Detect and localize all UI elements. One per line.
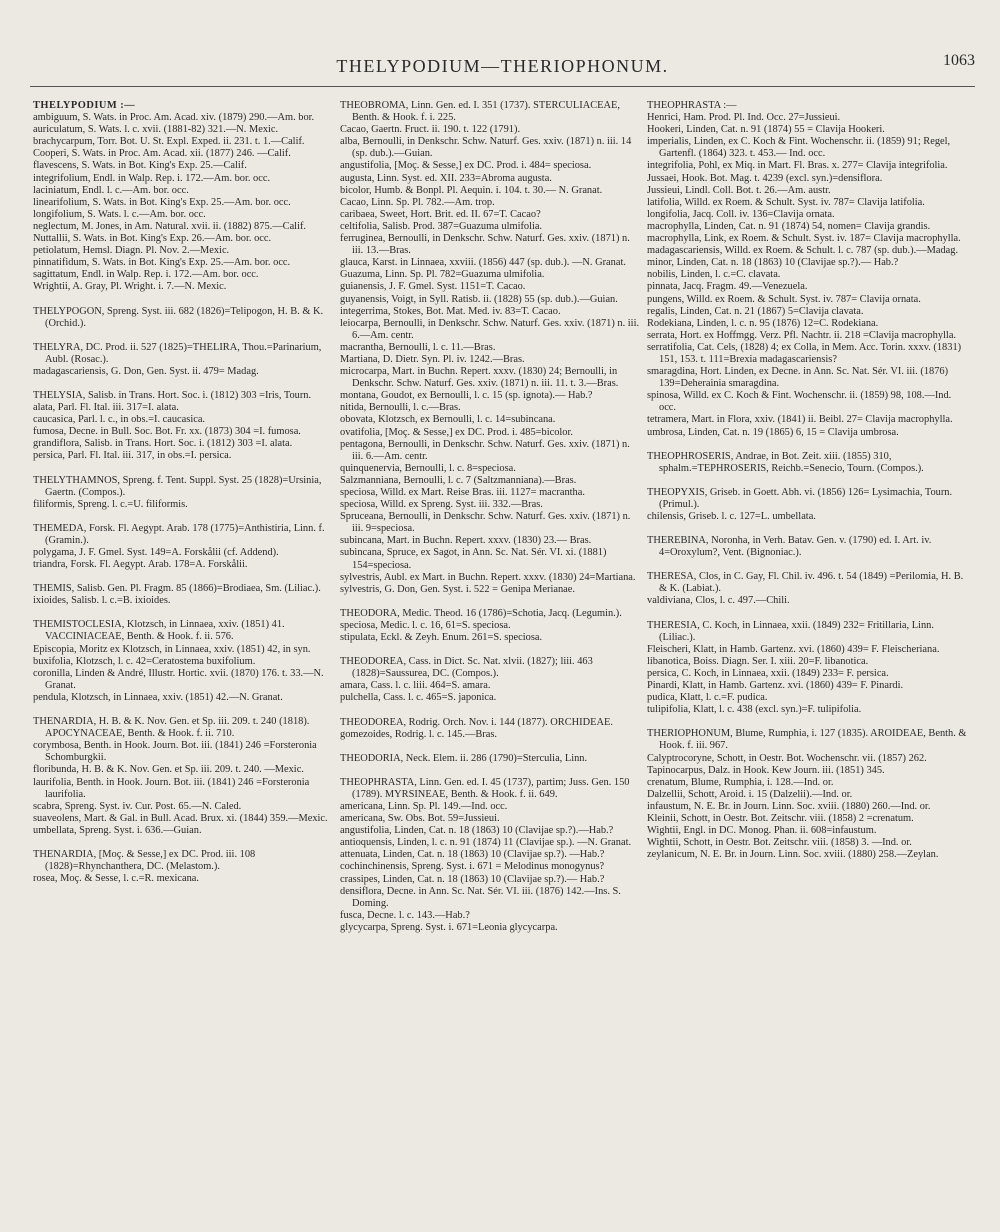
entry-line: attenuata, Linden, Cat. n. 18 (1863) 10 (Clavijae sp.?). —Hab.? xyxy=(340,849,605,861)
entry-line: madagascariensis, G. Don, Gen. Syst. ii. 479= Madag. xyxy=(33,365,259,377)
entry-line: THEMEDA, Forsk. Fl. Aegypt. Arab. 178 (1775)=Anthistiria, Linn. f. (Gramin.). xyxy=(33,522,325,546)
entry-line: umbrosa, Linden, Cat. n. 19 (1865) 6, 15 = Clavija umbrosa. xyxy=(647,426,899,438)
dictionary-entry-block xyxy=(33,849,334,885)
entry-line: laciniatum, Endl. l. c.—Am. bor. occ. xyxy=(33,184,189,196)
page-header xyxy=(30,52,975,90)
entry-line: Fleischeri, Klatt, in Hamb. Gartenz. xvi. (1860) 439= F. Fleischeriana. xyxy=(647,643,940,655)
entry-line: stipulata, Eckl. & Zeyh. Enum. 261=S. speciosa. xyxy=(340,632,543,644)
entry-line: pentagona, Bernoulli, in Denkschr. Schw. Naturf. Ges. xxiv. (1871) n. iii. 6.—Am. centr. xyxy=(340,438,630,462)
dictionary-entry-block xyxy=(647,487,969,523)
entry-line: Guazuma, Linn. Sp. Pl. 782=Guazuma ulmifolia. xyxy=(340,269,545,281)
entry-line: imperialis, Linden, ex C. Koch & Fint. Wochenschr. ii. (1859) 91; Regel, Gartenfl. (1864) 323. t. 453.— Ind. occ. xyxy=(647,136,951,160)
entry-line: augusta, Linn. Syst. ed. XII. 233=Abroma augusta. xyxy=(340,172,552,184)
entry-line: THENARDIA, [Moç. & Sesse,] ex DC. Prod. iii. 108 (1828)=Rhynchanthera, DC. (Melastom.). xyxy=(33,848,256,873)
entry-line: macrophylla, Linden, Cat. n. 91 (1874) 54, nomen= Clavija grandis. xyxy=(647,220,931,232)
entry-line: integrifolia, Pohl, ex Miq. in Mart. Fl. Bras. x. 277= Clavija integrifolia. xyxy=(647,160,948,172)
entry-line: bicolor, Humb. & Bonpl. Pl. Aequin. i. 104. t. 30.— N. Granat. xyxy=(340,184,603,196)
entry-line: speciosa, Medic. l. c. 16, 61=S. speciosa. xyxy=(340,619,511,631)
entry-line: fusca, Decne. l. c. 143.—Hab.? xyxy=(340,909,470,921)
entry-line: floribunda, H. B. & K. Nov. Gen. et Sp. iii. 209. t. 240. —Mexic. xyxy=(33,764,304,776)
dictionary-entry-block xyxy=(647,451,969,475)
entry-line: macrantha, Bernoulli, l. c. 11.—Bras. xyxy=(340,341,496,353)
entry-line: angustifolia, Linden, Cat. n. 18 (1863) 10 (Clavijae sp.?).—Hab.? xyxy=(340,825,614,837)
entry-line: crassipes, Linden, Cat. n. 18 (1863) 10 (Clavijae sp.?).— Hab.? xyxy=(340,873,605,885)
entry-line: Pinardi, Klatt, in Hamb. Gartenz. xvi. (1860) 439= F. Pinardi. xyxy=(647,680,904,692)
entry-line: alata, Parl. Fl. Ital. iii. 317=I. alata. xyxy=(33,402,179,414)
entry-line: amara, Cass. l. c. liii. 464=S. amara. xyxy=(340,680,491,692)
dictionary-entry-block xyxy=(33,475,334,511)
entry-line: spinosa, Willd. ex C. Koch & Fint. Wochenschr. ii. (1859) 98, 108.—Ind. occ. xyxy=(647,390,952,414)
entry-line: THEREBINA, Noronha, in Verh. Batav. Gen. v. (1790) ed. I. Art. iv. 4=Oroxylum?, Vent. (Bignoniac.). xyxy=(647,535,932,559)
entry-line: infaustum, N. E. Br. in Journ. Linn. Soc. xviii. (1880) 260.—Ind. or. xyxy=(647,800,931,812)
entry-line: rosea, Moç. & Sesse, l. c.=R. mexicana. xyxy=(33,873,200,885)
entry-line: guianensis, J. F. Gmel. Syst. 1151=T. Cacao. xyxy=(340,281,526,293)
entry-line: umbellata, Spreng. Syst. i. 636.—Guian. xyxy=(33,824,202,836)
entry-line: integerrima, Stokes, Bot. Mat. Med. iv. 83=T. Cacao. xyxy=(340,305,561,317)
entry-line: Dalzellii, Schott, Aroid. i. 15 (Dalzelii).—Ind. or. xyxy=(647,788,853,800)
entry-line: flavescens, S. Wats. in Bot. King's Exp. 25.—Calif. xyxy=(33,160,247,172)
entry-line: microcarpa, Mart. in Buchn. Repert. xxxv. (1830) 24; Bernoulli, in Denkschr. Schw. Naturf. Ges. xxiv. (1871) n. iii. 11. t. 3.—Bras. xyxy=(340,366,619,390)
entry-line: petiolatum, Hemsl. Diagn. Pl. Nov. 2.—Mexic. xyxy=(33,245,230,257)
entry-line: Tapinocarpus, Dalz. in Hook. Kew Journ. iii. (1851) 345. xyxy=(647,764,885,776)
entry-line: crenatum, Blume, Rumphia, i. 128.—Ind. or. xyxy=(647,776,834,788)
entry-line: Cacao, Linn. Sp. Pl. 782.—Am. trop. xyxy=(340,196,495,208)
entry-line: THEODORA, Medic. Theod. 16 (1786)=Schotia, Jacq. (Legumin.). xyxy=(340,607,622,619)
entry-line: glycycarpa, Spreng. Syst. i. 671=Leonia glycycarpa. xyxy=(340,921,558,933)
entry-line: sagittatum, Endl. in Walp. Rep. i. 172.—Am. bor. occ. xyxy=(33,269,259,281)
entry-line: latifolia, Willd. ex Roem. & Schult. Syst. iv. 787= Clavija latifolia. xyxy=(647,196,925,208)
entry-line: pulchella, Cass. l. c. 465=S. japonica. xyxy=(340,692,497,704)
entry-line: THEOPHROSERIS, Andrae, in Bot. Zeit. xiii. (1855) 310, sphalm.=TEPHROSERIS, Reichb.=Senecio, Tourn. (Compos.). xyxy=(647,450,924,474)
entry-line: THEODOREA, Rodrig. Orch. Nov. i. 144 (1877). ORCHIDEAE. xyxy=(340,716,613,728)
entry-line: THENARDIA, H. B. & K. Nov. Gen. et Sp. iii. 209. t. 240 (1818). APOCYNACEAE, Benth. & Hook. f. ii. 710. xyxy=(33,716,310,740)
entry-line: integrifolium, Endl. in Walp. Rep. i. 172.—Am. bor. occ. xyxy=(33,172,271,184)
entry-line: tulipifolia, Klatt, l. c. 438 (excl. syn.)=F. tulipifolia. xyxy=(647,704,862,716)
entry-line: obovata, Klotzsch, ex Bernoulli, l. c. 14=subincana. xyxy=(340,414,556,426)
entry-line: densiflora, Decne. in Ann. Sc. Nat. Sér. VI. iii. (1876) 142.—Ins. S. Doming. xyxy=(340,885,621,909)
entry-line: Jussieui, Lindl. Coll. Bot. t. 26.—Am. austr. xyxy=(647,184,831,196)
dictionary-entry-block xyxy=(33,716,334,837)
dictionary-entry-block xyxy=(647,620,969,717)
entry-line: persica, Parl. Fl. Ital. iii. 317, in obs.=I. persica. xyxy=(33,450,232,462)
page-title: THELYPODIUM—THERIOPHONUM. xyxy=(336,56,669,76)
entry-line: linearifolium, S. Wats. in Bot. King's Exp. 25.—Am. bor. occ. xyxy=(33,196,291,208)
entry-line: Rodekiana, Linden, l. c. n. 95 (1876) 12=C. Rodekiana. xyxy=(647,317,879,329)
entry-line: pungens, Willd. ex Roem. & Schult. Syst. iv. 787= Clavija ornata. xyxy=(647,293,921,305)
entry-line: THEOPHRASTA, Linn. Gen. ed. I. 45 (1737), partim; Juss. Gen. 150 (1789). MYRSINEAE, Benth. & Hook. f. ii. 649. xyxy=(340,776,630,800)
entry-line: Wrightii, A. Gray, Pl. Wright. i. 7.—N. Mexic. xyxy=(33,281,227,293)
entry-line: THEODOREA, Cass. in Dict. Sc. Nat. xlvii. (1827); liii. 463 (1828)=Saussurea, DC. (Compos.). xyxy=(340,656,593,680)
entry-line: americana, Sw. Obs. Bot. 59=Jussieui. xyxy=(340,813,500,825)
entry-line: longifolia, Jacq. Coll. iv. 136=Clavija ornata. xyxy=(647,208,835,220)
entry-line: buxifolia, Klotzsch, l. c. 42=Ceratostema buxifolium. xyxy=(33,655,256,667)
entry-line: Nuttallii, S. Wats. in Bot. King's Exp. 26.—Am. bor. occ. xyxy=(33,233,272,245)
header-rule xyxy=(30,86,975,87)
entry-line: Cacao, Gaertn. Fruct. ii. 190. t. 122 (1791). xyxy=(340,124,521,136)
entry-line: angustifolia, [Moç. & Sesse,] ex DC. Prod. i. 484= speciosa. xyxy=(340,160,592,172)
entry-line: guyanensis, Voigt, in Syll. Ratisb. ii. (1828) 55 (sp. dub.).—Guian. xyxy=(340,293,618,305)
entry-line: coronilla, Linden & André, Illustr. Hortic. xvii. (1870) 176. t. 33.—N. Granat. xyxy=(33,667,324,691)
entry-line: brachycarpum, Torr. Bot. U. St. Expl. Exped. ii. 231. t. 1.—Calif. xyxy=(33,136,305,148)
entry-line: THELYTHAMNOS, Spreng. f. Tent. Suppl. Syst. 25 (1828)=Ursinia, Gaertn. (Compos.). xyxy=(33,474,322,498)
entry-line: nobilis, Linden, l. c.=C. clavata. xyxy=(647,269,781,281)
entry-line: Spruceana, Bernoulli, in Denkschr. Schw. Naturf. Ges. xxiv. (1871) n. iii. 9=speciosa. xyxy=(340,511,631,535)
entry-line: libanotica, Boiss. Diagn. Ser. I. xiii. 20=F. libanotica. xyxy=(647,655,869,667)
entry-line: Salzmanniana, Bernoulli, l. c. 7 (Saltzmanniana).—Bras. xyxy=(340,474,577,486)
entry-line: scabra, Spreng. Syst. iv. Cur. Post. 65.—N. Caled. xyxy=(33,800,242,812)
entry-line: subincana, Mart. in Buchn. Repert. xxxv. (1830) 23.— Bras. xyxy=(340,535,592,547)
entry-line: THEODORIA, Neck. Elem. ii. 286 (1790)=Sterculia, Linn. xyxy=(340,752,588,764)
entry-line: montana, Goudot, ex Bernoulli, l. c. 15 (sp. ignota).— Hab.? xyxy=(340,390,593,402)
entry-line: smaragdina, Hort. Linden, ex Decne. in Ann. Sc. Nat. Sér. VI. iii. (1876) 139=Deherainia smaragdina. xyxy=(647,366,949,390)
entry-line: ferruginea, Bernoulli, in Denkschr. Schw. Naturf. Ges. xxiv. (1871) n. iii. 13.—Bras. xyxy=(340,233,630,257)
entry-line: regalis, Linden, Cat. n. 21 (1867) 5=Clavija clavata. xyxy=(647,305,864,317)
entry-line: THEOPHRASTA :— xyxy=(647,100,737,111)
entry-line: madagascariensis, Willd. ex Roem. & Schult. l. c. 787 (sp. dub.).—Madag. xyxy=(647,245,959,257)
entry-line: Jussaei, Hook. Bot. Mag. t. 4239 (excl. syn.)=densiflora. xyxy=(647,172,883,184)
genus-heading: THELYPODIUM :— xyxy=(33,100,136,111)
entry-line: Cooperi, S. Wats. in Proc. Am. Acad. xii. (1877) 246. —Calif. xyxy=(33,148,291,160)
entry-line: pendula, Klotzsch, in Linnaea, xxiv. (1851) 42.—N. Granat. xyxy=(33,691,283,703)
dictionary-entry-block xyxy=(647,571,969,607)
entry-line: subincana, Spruce, ex Sagot, in Ann. Sc. Nat. Sér. VI. xi. (1881) 154=speciosa. xyxy=(340,547,607,571)
entry-line: fumosa, Decne. in Bull. Soc. Bot. Fr. xx. (1873) 304 =I. fumosa. xyxy=(33,426,301,438)
column-1 xyxy=(33,100,334,897)
entry-line: pinnatifidum, S. Wats. in Bot. King's Exp. 25.—Am. bor. occ. xyxy=(33,257,291,269)
dictionary-entry-block xyxy=(340,100,641,596)
entry-line: glauca, Karst. in Linnaea, xxviii. (1856) 447 (sp. dub.). —N. Granat. xyxy=(340,257,626,269)
entry-line: Hookeri, Linden, Cat. n. 91 (1874) 55 = Clavija Hookeri. xyxy=(647,124,885,136)
entry-line: polygama, J. F. Gmel. Syst. 149=A. Forskålii (cf. Addend). xyxy=(33,547,279,558)
dictionary-entry-block xyxy=(33,523,334,571)
entry-line: serrata, Hort. ex Hoffmgg. Verz. Pfl. Nachtr. ii. 218 =Clavija macrophylla. xyxy=(647,329,957,341)
entry-line: THELYRA, DC. Prod. ii. 527 (1825)=THELIRA, Thou.=Parinarium, Aubl. (Rosac.). xyxy=(33,341,322,365)
entry-line: grandiflora, Salisb. in Trans. Hort. Soc. i. (1812) 303 =I. alata. xyxy=(33,438,293,450)
dictionary-entry-block xyxy=(33,583,334,607)
dictionary-entry-block xyxy=(33,342,334,378)
entry-line: antioquensis, Linden, l. c. n. 91 (1874) 11 (Clavijae sp.). —N. Granat. xyxy=(340,837,632,849)
entry-line: Wightii, Schott, in Oestr. Bot. Zeitschr. viii. (1858) 3. —Ind. or. xyxy=(647,837,912,849)
entry-line: sylvestris, Aubl. ex Mart. in Buchn. Repert. xxxv. (1830) 24=Martiana. xyxy=(340,571,636,583)
entry-line: alba, Bernoulli, in Denkschr. Schw. Naturf. Ges. xxiv. (1871) n. iii. 14 (sp. dub.).—Guian. xyxy=(340,136,632,160)
entry-line: Wightii, Engl. in DC. Monog. Phan. ii. 608=infaustum. xyxy=(647,825,877,837)
column-2 xyxy=(340,100,641,946)
dictionary-entry-block xyxy=(647,535,969,559)
entry-line: THEMIS, Salisb. Gen. Pl. Fragm. 85 (1866)=Brodiaea, Sm. (Liliac.). xyxy=(33,583,321,595)
entry-line: celtifolia, Salisb. Prod. 387=Guazuma ulmifolia. xyxy=(340,220,543,232)
entry-line: Henrici, Ham. Prod. Pl. Ind. Occ. 27=Jussieui. xyxy=(647,112,841,124)
page-number: 1063 xyxy=(943,52,975,69)
entry-line: filiformis, Spreng. l. c.=U. filiformis. xyxy=(33,498,188,510)
entry-line: pudica, Klatt, l. c.=F. pudica. xyxy=(647,692,768,704)
entry-line: tetramera, Mart. in Flora, xxiv. (1841) ii. Beibl. 27= Clavija macrophylla. xyxy=(647,414,953,426)
dictionary-entry-block xyxy=(340,717,641,741)
entry-line: Martiana, D. Dietr. Syn. Pl. iv. 1242.—Bras. xyxy=(340,353,525,365)
entry-line: auriculatum, S. Wats. l. c. xvii. (1881-82) 321.—N. Mexic. xyxy=(33,124,279,136)
entry-line: minor, Linden, Cat. n. 18 (1863) 10 (Clavijae sp.?).— Hab.? xyxy=(647,257,899,269)
entry-line: pinnata, Jacq. Fragm. 49.—Venezuela. xyxy=(647,281,808,293)
entry-line: speciosa, Willd. ex Spreng. Syst. iii. 332.—Bras. xyxy=(340,499,543,511)
entry-line: neglectum, M. Jones, in Am. Natural. xvii. ii. (1882) 875.—Calif. xyxy=(33,220,307,232)
dictionary-entry-block xyxy=(340,608,641,644)
entry-line: quinquenervia, Bernoulli, l. c. 8=speciosa. xyxy=(340,462,516,474)
entry-line: ovatifolia, [Moç. & Sesse,] ex DC. Prod. i. 485=bicolor. xyxy=(340,426,573,438)
entry-line: Kleinii, Schott, in Oestr. Bot. Zeitschr. viii. (1858) 2 =crenatum. xyxy=(647,812,914,824)
entry-line: nitida, Bernoulli, l. c.—Bras. xyxy=(340,402,461,414)
entry-line: laurifolia, Benth. in Hook. Journ. Bot. iii. (1841) 246 =Forsteronia laurifolia. xyxy=(33,776,310,800)
dictionary-entry-block xyxy=(340,777,641,934)
entry-line: corymbosa, Benth. in Hook. Journ. Bot. iii. (1841) 246 =Forsteronia Schomburgkii. xyxy=(33,740,317,764)
entry-line: longifolium, S. Wats. l. c.—Am. bor. occ. xyxy=(33,208,206,220)
entry-line: ixioides, Salisb. l. c.=B. ixioides. xyxy=(33,595,171,607)
dictionary-entry-block xyxy=(340,753,641,765)
entry-line: persica, C. Koch, in Linnaea, xxii. (1849) 233= F. persica. xyxy=(647,667,889,679)
entry-line: cochinchinensis, Spreng. Syst. i. 671 = Melodinus monogynus? xyxy=(340,861,605,873)
dictionary-entry-block xyxy=(647,728,969,861)
entry-line: triandra, Forsk. Fl. Aegypt. Arab. 178=A. Forskålii. xyxy=(33,559,248,571)
entry-line: THEOPYXIS, Griseb. in Goett. Abh. vi. (1856) 126= Lysimachia, Tourn. (Primul.). xyxy=(647,486,953,510)
column-3 xyxy=(647,100,969,873)
dictionary-entry-block xyxy=(647,100,969,439)
entry-line: THEOBROMA, Linn. Gen. ed. I. 351 (1737). STERCULIACEAE, Benth. & Hook. f. i. 225. xyxy=(340,100,620,124)
entry-line: zeylanicum, N. E. Br. in Journ. Linn. Soc. xviii. (1880) 258.—Zeylan. xyxy=(647,849,939,861)
dictionary-entry-block xyxy=(33,100,334,294)
entry-line: ambiguum, S. Wats. in Proc. Am. Acad. xiv. (1879) 290.—Am. bor. xyxy=(33,112,315,124)
entry-line: THELYSIA, Salisb. in Trans. Hort. Soc. i. (1812) 303 =Iris, Tourn. xyxy=(33,389,312,401)
entry-line: americana, Linn. Sp. Pl. 149.—Ind. occ. xyxy=(340,800,508,812)
entry-line: chilensis, Griseb. l. c. 127=L. umbellata. xyxy=(647,511,816,522)
entry-line: THERESA, Clos, in C. Gay, Fl. Chil. iv. 496. t. 54 (1849) =Perilomia, H. B. & K. (Labiat.). xyxy=(647,571,964,595)
entry-line: valdiviana, Clos, l. c. 497.—Chili. xyxy=(647,595,790,607)
entry-line: Calyptrocoryne, Schott, in Oestr. Bot. Wochenschr. vii. (1857) 262. xyxy=(647,752,927,764)
entry-line: caucasica, Parl. l. c., in obs.=I. caucasica. xyxy=(33,414,206,426)
entry-line: THERESIA, C. Koch, in Linnaea, xxii. (1849) 232= Fritillaria, Linn. (Liliac.). xyxy=(647,619,934,643)
entry-line: Episcopia, Moritz ex Klotzsch, in Linnaea, xxiv. (1851) 42, in syn. xyxy=(33,643,311,655)
entry-line: speciosa, Willd. ex Mart. Reise Bras. iii. 1127= macrantha. xyxy=(340,487,585,498)
entry-line: suaveolens, Mart. & Gal. in Bull. Acad. Brux. xi. (1844) 359.—Mexic. xyxy=(33,812,328,824)
entry-line: serratifolia, Cat. Cels, (1828) 4; ex Colla, in Mem. Acc. Torin. xxxv. (1831) 151, 153. t. 111=Brexia madagascariensis? xyxy=(647,341,962,365)
entry-line: caribaea, Sweet, Hort. Brit. ed. II. 67=T. Cacao? xyxy=(340,208,541,220)
entry-line: THEMISTOCLESIA, Klotzsch, in Linnaea, xxiv. (1851) 41. VACCINIACEAE, Benth. & Hook. f. ii. 576. xyxy=(33,619,285,643)
entry-line: THERIOPHONUM, Blume, Rumphia, i. 127 (1835). AROIDEAE, Benth. & Hook. f. iii. 967. xyxy=(647,728,967,752)
dictionary-entry-block xyxy=(33,306,334,330)
entry-line: macrophylla, Link, ex Roem. & Schult. Syst. iv. 187= Clavija macrophylla. xyxy=(647,233,961,245)
entry-line: THELYPOGON, Spreng. Syst. iii. 682 (1826)=Telipogon, H. B. & K. (Orchid.). xyxy=(33,305,324,329)
dictionary-entry-block xyxy=(33,619,334,704)
entry-line: leiocarpa, Bernoulli, in Denkschr. Schw. Naturf. Ges. xxiv. (1871) n. iii. 6.—Am. centr. xyxy=(340,317,640,341)
dictionary-entry-block xyxy=(340,656,641,704)
entry-line: gomezoides, Rodrig. l. c. 145.—Bras. xyxy=(340,728,497,740)
dictionary-entry-block xyxy=(33,390,334,463)
entry-line: sylvestris, G. Don, Gen. Syst. i. 522 = Genipa Merianae. xyxy=(340,583,575,595)
